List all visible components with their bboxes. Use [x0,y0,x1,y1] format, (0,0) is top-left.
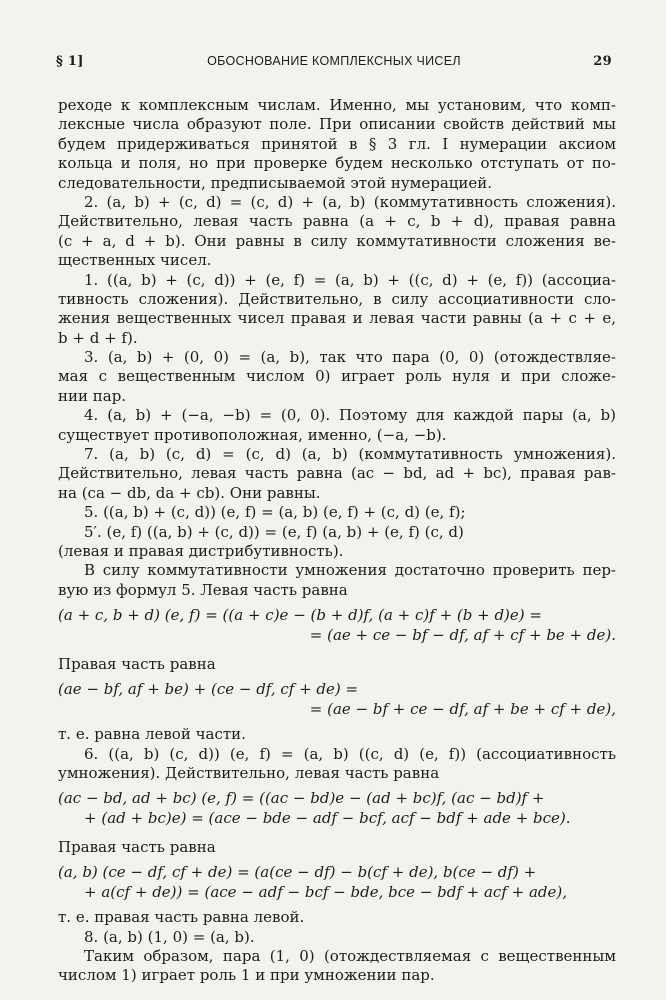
formula-line: (a, b) (ce − df, cf + de) = (a(ce − df) − b(cf + de), b(ce − df) + [58,863,537,882]
formula-line: + (ad + bc)e) = (ace − bde − adf − bcf, acf − bdf + ade + bce). [84,808,571,827]
text-line: Правая часть равна [58,838,216,857]
text-line: 2. (a, b) + (c, d) = (c, d) + (a, b) (коммутативность сложения). [84,192,616,211]
text-line: 8. (a, b) (1, 0) = (a, b). [84,927,255,946]
text-line: (c + a, d + b). Они равны в силу коммутативности сложения ве- [58,231,616,250]
text-line: 1. ((a, b) + (c, d)) + (e, f) = (a, b) + ((c, d) + (e, f)) (ассоциа- [84,270,616,289]
text-line: 5′. (e, f) ((a, b) + (c, d)) = (e, f) (a, b) + (e, f) (c, d) [84,522,464,541]
running-header [56,54,612,76]
text-line: кольца и поля, но при проверке будем несколько отступать от по- [58,154,616,173]
text-line: будем придерживаться принятой в § 3 гл. I нумерации аксиом [58,134,616,153]
page-number: 29 [593,54,612,69]
formula-line: (a + c, b + d) (e, f) = ((a + c)e − (b + d)f, (a + c)f + (b + d)e) = [58,606,542,625]
text-line: 7. (a, b) (c, d) = (c, d) (a, b) (коммутативность умножения). [84,445,616,464]
text-line: следовательности, предписываемой этой нумерацией. [58,173,493,192]
text-line: нии пар. [58,386,127,405]
text-line: b + d + f). [58,328,138,347]
text-line: мая с вещественным числом 0) играет роль нуля и при сложе- [58,367,616,386]
text-line: т. е. равна левой части. [58,725,246,744]
text-line: числом 1) играет роль 1 и при умножении пар. [58,966,435,985]
text-line: реходе к комплексным числам. Именно, мы установим, что комп- [58,96,616,114]
formula-line: + a(cf + de)) = (ace − adf − bcf − bde, bce − bdf + acf + ade), [84,882,568,901]
text-line: Таким образом, пара (1, 0) (отождествляемая с вещественным [84,947,616,966]
text-line: Действительно, левая часть равна (a + c, b + d), правая равна [58,212,616,231]
text-line: Действительно, левая часть равна (ac − bd, ad + bc), правая рав- [58,464,616,483]
formula-line: = (ae − bf + ce − df, af + be + cf + de), [309,699,616,718]
text-line: жения вещественных чисел правая и левая части равны (a + c + e, [58,309,616,328]
text-line: 6. ((a, b) (c, d)) (e, f) = (a, b) ((c, d) (e, f)) (ассоциативность [84,744,616,763]
text-line: В силу коммутативности умножения достаточно проверить пер- [84,561,616,580]
running-title: ОБОСНОВАНИЕ КОМПЛЕКСНЫХ ЧИСЕЛ [207,54,461,68]
text-line: 5. ((a, b) + (c, d)) (e, f) = (a, b) (e, f) + (c, d) (e, f); [84,503,466,522]
text-line: 4. (a, b) + (−a, −b) = (0, 0). Поэтому для каждой пары (a, b) [84,406,616,425]
text-line: (левая и правая дистрибутивность). [58,541,344,560]
text-line: тивность сложения). Действительно, в силу ассоциативности сло- [58,289,616,308]
formula-line: = (ae + ce − bf − df, af + cf + be + de). [309,625,616,644]
text-line: вую из формул 5. Левая часть равна [58,580,348,599]
text-line: существует противоположная, именно, (−a, −b). [58,425,447,444]
formula-line: (ac − bd, ad + bc) (e, f) = ((ac − bd)e − (ad + bc)f, (ac − bd)f + [58,789,545,808]
section-marker: § 1] [56,54,84,69]
text-line: т. е. правая часть равна левой. [58,908,305,927]
text-line: Правая часть равна [58,654,216,673]
text-line: лексные числа образуют поле. При описании свойств действий мы [58,115,616,134]
text-line: щественных чисел. [58,251,212,270]
page-body [58,96,616,986]
text-line: 3. (a, b) + (0, 0) = (a, b), так что пара (0, 0) (отождествляе- [84,348,616,367]
formula-line: (ae − bf, af + be) + (ce − df, cf + de) = [58,680,359,699]
text-line: умножения). Действительно, левая часть равна [58,763,440,782]
text-line: на (ca − db, da + cb). Они равны. [58,483,321,502]
